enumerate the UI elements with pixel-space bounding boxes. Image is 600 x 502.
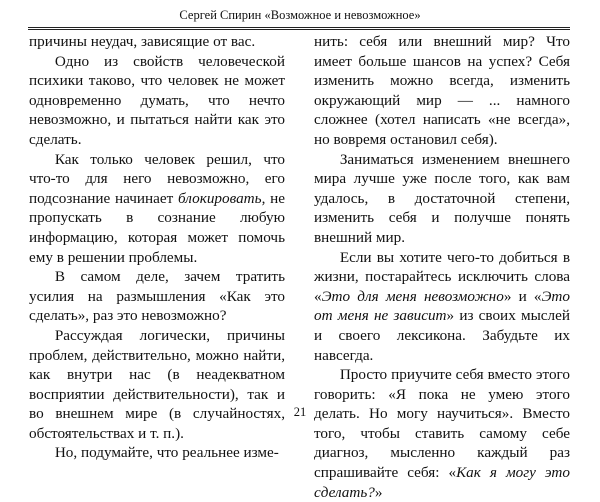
paragraph: нить: себя или внешний мир? Что имеет больше шансов на успех? Себя изменить можно всегда, изменить окружающий мир — ... намного сложнее (хотел написать «не всегда», но вовремя остановил себя). — [314, 33, 570, 148]
paragraph — [29, 150, 285, 268]
emphasis-text: Это от меня не зависит — [314, 287, 570, 325]
paragraph: Одно из свойств человеческой психики таково, что человек не может одновременно думать, что нечто невозможно, и пытаться найти как это сделать. — [29, 52, 285, 148]
paragraph — [314, 248, 570, 366]
text-run: Просто приучите себя вместо этого говорить: «Я пока не умею этого делать. Но могу научиться». Вместо того, чтобы ставить самому себе диагноз, мысленно каждый раз спрашивайте себя: « — [314, 366, 570, 482]
text-run: » — [374, 483, 383, 501]
paragraph — [314, 365, 570, 502]
emphasis-text: Это для меня невозможно — [321, 287, 504, 305]
emphasis-text: Как я могу это сделать? — [314, 464, 570, 501]
left-text-column — [29, 32, 285, 463]
text-run: Как только человек решил, что что-то для него невозможно, его подсознание начинает — [29, 150, 285, 207]
text-run: » из своих мыслей и своего лексикона. Забудьте их навсегда. — [314, 307, 570, 364]
emphasis-text: блокировать — [178, 189, 262, 207]
right-text-column — [314, 32, 570, 502]
text-run: , не пропускать в сознание любую информацию, которая может помочь ему в решении проблемы. — [29, 189, 286, 266]
paragraph: В самом деле, зачем тратить усилия на размышления «Как это сделать», раз это невозможно? — [29, 268, 285, 325]
running-header: Сергей Спирин «Возможное и невозможное» — [179, 8, 421, 22]
page-number: 21 — [293, 405, 307, 419]
header-double-rule — [28, 27, 570, 30]
paragraph: Рассуждая логически, причины проблем, действительно, можно найти, как внутри нас (в неадекватном восприятии действительности), так и во внешнем мире (в случайностях, обстоятельствах и т. п.). — [29, 326, 285, 442]
paragraph: Но, подумайте, что реальнее изме- — [54, 444, 279, 462]
text-run: » и « — [503, 287, 542, 305]
paragraph: причины неудач, зависящие от вас. — [29, 33, 256, 50]
paragraph: Заниматься изменением внешнего мира лучше уже после того, как вам удалось, в достаточной степени, изменить себя и получше понять внешний мир. — [314, 150, 570, 246]
text-run: Если вы хотите чего-то добиться в жизни, постарайтесь исключить слова « — [314, 248, 570, 305]
